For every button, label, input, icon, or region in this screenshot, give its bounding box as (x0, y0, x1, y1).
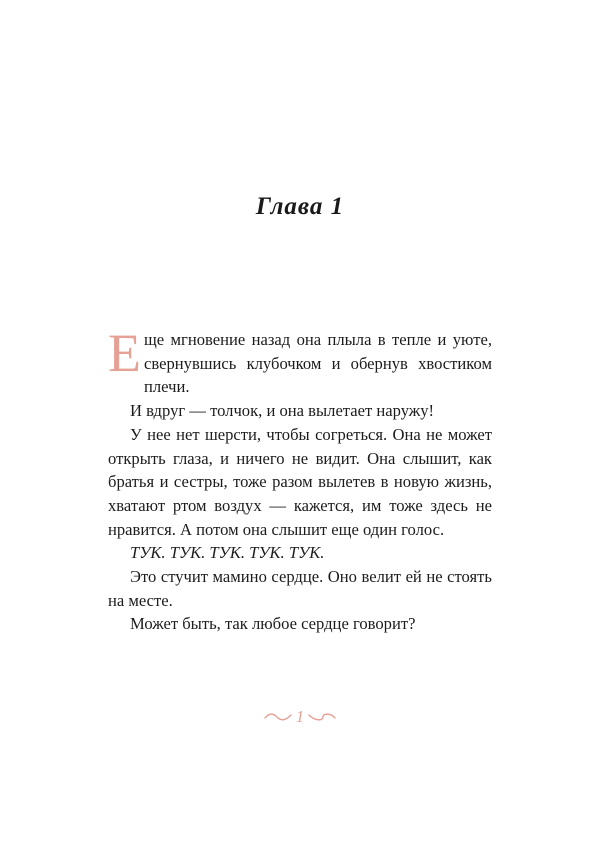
chapter-title: Глава 1 (255, 193, 345, 220)
drop-cap: Е (108, 323, 141, 383)
paragraph-1 (108, 323, 492, 399)
paragraph-1-text: ще мгновение назад она плыла в тепле и уюте, свернувшись клубочком и обернув хвостиком плечи. (144, 330, 492, 397)
paragraph-3: У нее нет шерсти, чтобы согреться. Она не может открыть глаза, и ничего не видит. Она слышит, как братья и сестры, тоже разом вылетев в новую жизнь, хватают ртом воздух — кажется, им тоже здесь не нравится. А потом она слышит еще один голос. (108, 424, 492, 539)
paragraph-5: Это стучит мамино сердце. Оно велит ей не стоять на месте. (108, 567, 492, 610)
chapter-body (108, 323, 492, 636)
paragraph-4-heartbeat: ТУК. ТУК. ТУК. ТУК. ТУК. (130, 543, 325, 563)
paragraph-2: И вдруг — толчок, и она вылетает наружу! (130, 401, 435, 421)
left-flourish-icon (263, 712, 293, 722)
paragraph-6: Может быть, так любое сердце говорит? (130, 614, 416, 634)
page-folio (0, 707, 600, 727)
right-flourish-icon (307, 712, 337, 722)
page-number: 1 (295, 707, 305, 726)
